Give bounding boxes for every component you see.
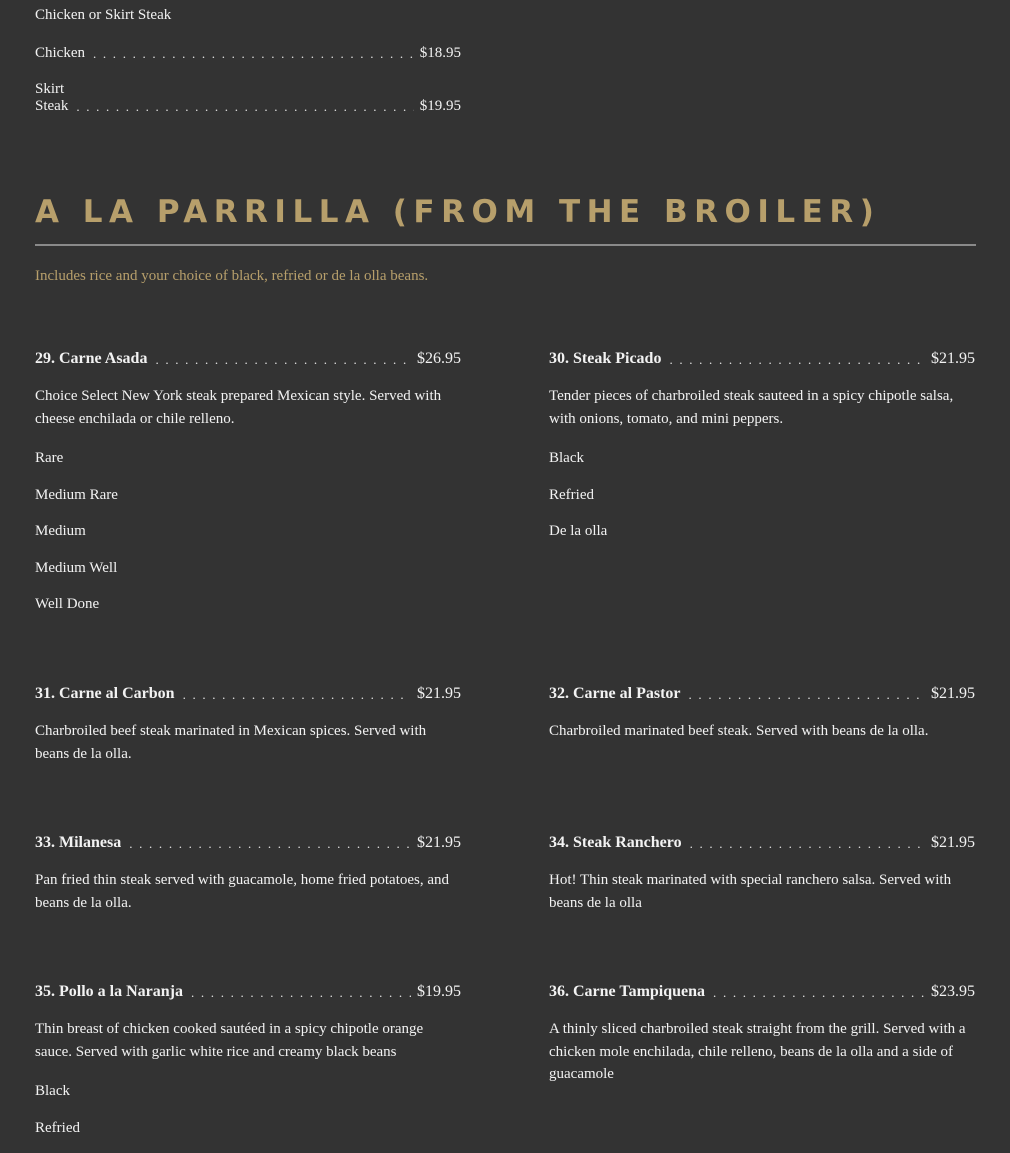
menu-item-description: Hot! Thin steak marinated with special ranchero salsa. Served with beans de la olla [549,869,975,914]
menu-item-price: $23.95 [931,983,975,1001]
menu-item-price: $19.95 [417,983,461,1001]
option-group-heading: Chicken or Skirt Steak [35,4,171,27]
menu-item-description: Charbroiled marinated beef steak. Served with beans de la olla. [549,720,975,743]
menu-item-name: 33. Milanesa [35,834,121,852]
menu-item-price: $21.95 [417,685,461,703]
menu-item-name: 35. Pollo a la Naranja [35,983,183,1001]
menu-item [549,834,975,914]
menu-item-name: 32. Carne al Pastor [549,685,681,703]
menu-item-header[interactable] [35,685,461,703]
option-name: Chicken [35,45,85,62]
menu-item-price: $21.95 [931,350,975,368]
menu-item-description: Pan fried thin steak served with guacamole, home fried potatoes, and beans de la olla. [35,869,461,914]
section-divider [35,244,976,246]
menu-item-header[interactable] [549,983,975,1001]
menu-item-price: $21.95 [931,834,975,852]
option-line-chicken[interactable] [35,45,461,62]
option-de-la-olla[interactable]: De la olla [549,520,975,557]
menu-item [549,685,975,743]
section-title: A LA PARRILLA (FROM THE BROILER) [35,194,880,230]
dot-leader [76,99,413,115]
option-well-done[interactable]: Well Done [35,593,461,630]
menu-item-options [35,447,461,630]
option-medium-rare[interactable]: Medium Rare [35,484,461,521]
dot-leader [191,985,411,1001]
dot-leader [155,352,411,368]
dot-leader [93,46,414,62]
section-note: Includes rice and your choice of black, refried or de la olla beans. [35,268,428,285]
menu-item-description: Thin breast of chicken cooked sautéed in a spicy chipotle orange sauce. Served with garlic white rice and creamy black beans [35,1018,461,1063]
menu-item-description: Charbroiled beef steak marinated in Mexican spices. Served with beans de la olla. [35,720,461,765]
menu-item-header[interactable] [549,834,975,852]
dot-leader [669,352,925,368]
option-rare[interactable]: Rare [35,447,461,484]
option-refried[interactable]: Refried [35,1117,461,1153]
option-black[interactable]: Black [549,447,975,484]
menu-item-name: 34. Steak Ranchero [549,834,682,852]
menu-item-price: $21.95 [417,834,461,852]
menu-item-header[interactable] [35,834,461,852]
menu-item-description: A thinly sliced charbroiled steak straight from the grill. Served with a chicken mole enchilada, chile relleno, beans de la olla and a side of guacamole [549,1018,975,1086]
menu-item-header[interactable] [549,350,975,368]
dot-leader [690,836,925,852]
option-medium-well[interactable]: Medium Well [35,557,461,594]
menu-item [35,685,461,765]
menu-item [35,834,461,914]
option-line-skirt-steak[interactable] [35,81,461,115]
menu-item-header[interactable] [35,983,461,1001]
option-medium[interactable]: Medium [35,520,461,557]
dot-leader [129,836,411,852]
dot-leader [689,687,925,703]
option-price: $18.95 [420,45,461,62]
dot-leader [183,687,411,703]
menu-item [549,983,975,1086]
menu-item [35,983,461,1153]
menu-item-price: $21.95 [931,685,975,703]
menu-item-header[interactable] [35,350,461,368]
menu-item [35,350,461,630]
menu-item-price: $26.95 [417,350,461,368]
dot-leader [713,985,925,1001]
menu-item-name: 31. Carne al Carbon [35,685,175,703]
menu-item-description: Choice Select New York steak prepared Mexican style. Served with cheese enchilada or chile relleno. [35,385,461,430]
option-price: $19.95 [420,98,461,115]
menu-item-description: Tender pieces of charbroiled steak sauteed in a spicy chipotle salsa, with onions, tomato, and mini peppers. [549,385,975,430]
menu-item-header[interactable] [549,685,975,703]
option-name: Skirt Steak [35,81,68,115]
menu-item [549,350,975,557]
menu-item-options [35,1080,461,1153]
option-refried[interactable]: Refried [549,484,975,521]
menu-item-name: 29. Carne Asada [35,350,147,368]
menu-item-options [549,447,975,557]
menu-item-name: 30. Steak Picado [549,350,661,368]
menu-item-name: 36. Carne Tampiquena [549,983,705,1001]
option-black[interactable]: Black [35,1080,461,1117]
